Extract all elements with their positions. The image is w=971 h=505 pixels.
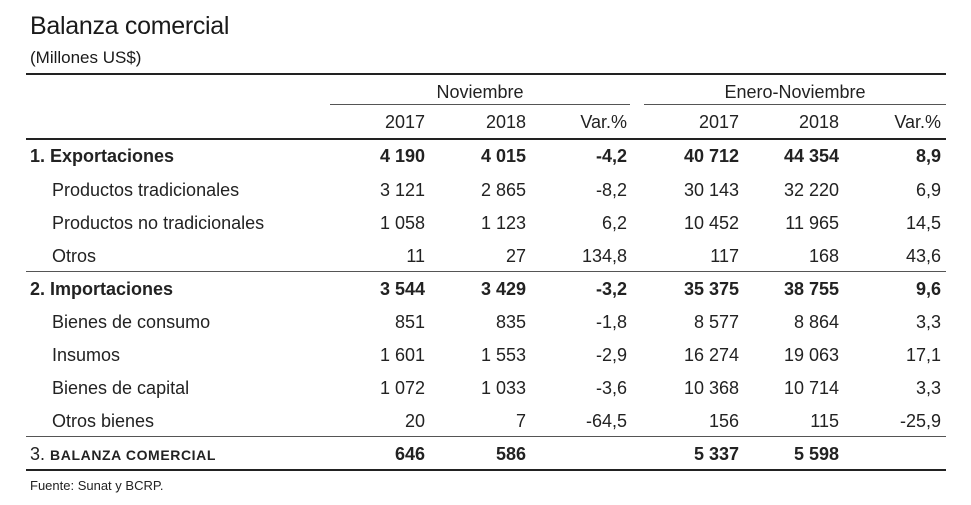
row-label-insumos: Insumos	[52, 345, 121, 365]
group-rule-enero-noviembre	[644, 104, 946, 105]
table-cell: 134,8	[581, 246, 627, 266]
table-cell: 5 598	[793, 444, 839, 464]
section-rule	[26, 271, 946, 272]
group-rule-noviembre	[330, 104, 630, 105]
table-cell: 43,6	[905, 246, 941, 266]
col-header-ene-nov-2018: 2018	[798, 112, 839, 132]
table-cell: -64,5	[585, 411, 627, 431]
table-cell: 38 755	[783, 279, 839, 299]
row-label-productos-no-tradicionales: Productos no tradicionales	[52, 213, 265, 233]
top-rule	[26, 73, 946, 75]
table-cell: 27	[505, 246, 526, 266]
table-cell: 1 123	[480, 213, 526, 233]
row-label-text: BALANZA COMERCIAL	[50, 447, 217, 463]
table-cell: 30 143	[683, 180, 739, 200]
row-label-otros-bienes: Otros bienes	[52, 411, 155, 431]
table-cell: 3 544	[379, 279, 425, 299]
header-bottom-rule	[26, 138, 946, 140]
table-title: Balanza comercial	[30, 12, 230, 40]
table-cell: 11 965	[785, 213, 839, 233]
table-cell: 11	[406, 246, 425, 266]
table-cell: 35 375	[683, 279, 739, 299]
table-cell: 156	[708, 411, 739, 431]
table-cell: 10 452	[683, 213, 739, 233]
table-cell: -4,2	[595, 146, 627, 166]
table-cell: 3,3	[915, 378, 941, 398]
table-cell: -25,9	[899, 411, 941, 431]
table-cell: 44 354	[783, 146, 839, 166]
row-label-prefix: 3.	[30, 444, 46, 464]
table-subtitle: (Millones US$)	[30, 48, 142, 67]
table-cell: -3,6	[595, 378, 627, 398]
col-header-nov-2017: 2017	[384, 112, 425, 132]
table-cell: 1 601	[379, 345, 425, 365]
table-cell: 9,6	[915, 279, 941, 299]
table-cell: 8 864	[793, 312, 839, 332]
table-cell: 17,1	[905, 345, 941, 365]
table-cell: 1 072	[379, 378, 425, 398]
table-cell: -8,2	[595, 180, 627, 200]
table-cell: 8 577	[693, 312, 739, 332]
section-rule	[26, 436, 946, 437]
table-cell: 586	[495, 444, 526, 464]
col-header-ene-nov-2017: 2017	[698, 112, 739, 132]
table-cell: 5 337	[693, 444, 739, 464]
row-label-balanza-comercial	[30, 444, 216, 465]
row-label-otros: Otros	[52, 246, 97, 266]
col-header-ene-nov-var: Var.%	[894, 112, 941, 132]
table-cell: 14,5	[905, 213, 941, 233]
table-cell: 115	[810, 411, 839, 431]
col-header-nov-var: Var.%	[580, 112, 627, 132]
source-note: Fuente: Sunat y BCRP.	[30, 478, 164, 493]
row-label-bienes-de-consumo: Bienes de consumo	[52, 312, 211, 332]
table-cell: 4 190	[379, 146, 425, 166]
table-cell: 7	[515, 411, 526, 431]
table-cell: 6,9	[915, 180, 941, 200]
table-cell: 19 063	[783, 345, 839, 365]
table-cell: 6,2	[601, 213, 627, 233]
table-cell: 646	[394, 444, 425, 464]
table-cell: 3 429	[480, 279, 526, 299]
table-cell: 8,9	[915, 146, 941, 166]
table-cell: 3 121	[379, 180, 425, 200]
table-cell: 10 368	[683, 378, 739, 398]
table-cell: 2 865	[480, 180, 526, 200]
table-cell: 168	[808, 246, 839, 266]
table-cell: 835	[495, 312, 526, 332]
row-label-exportaciones: 1. Exportaciones	[30, 146, 175, 166]
table-cell: -2,9	[595, 345, 627, 365]
col-header-nov-2018: 2018	[485, 112, 526, 132]
group-header-noviembre: Noviembre	[436, 82, 524, 102]
table-cell: 1 033	[480, 378, 526, 398]
row-label-importaciones: 2. Importaciones	[30, 279, 174, 299]
table-cell: 10 714	[783, 378, 839, 398]
row-label-productos-tradicionales: Productos tradicionales	[52, 180, 240, 200]
table-cell: 4 015	[480, 146, 526, 166]
bottom-rule	[26, 469, 946, 471]
table-cell: 40 712	[683, 146, 739, 166]
table-cell: -1,8	[595, 312, 627, 332]
table-cell: 32 220	[783, 180, 839, 200]
table-cell: 16 274	[683, 345, 739, 365]
table-cell: 3,3	[915, 312, 941, 332]
table-cell: -3,2	[595, 279, 627, 299]
group-header-enero-noviembre: Enero-Noviembre	[724, 82, 866, 102]
table-cell: 20	[404, 411, 425, 431]
table-cell: 1 058	[379, 213, 425, 233]
table-cell: 851	[394, 312, 425, 332]
table-cell: 117	[710, 246, 739, 266]
table-cell: 1 553	[480, 345, 526, 365]
row-label-bienes-de-capital: Bienes de capital	[52, 378, 190, 398]
